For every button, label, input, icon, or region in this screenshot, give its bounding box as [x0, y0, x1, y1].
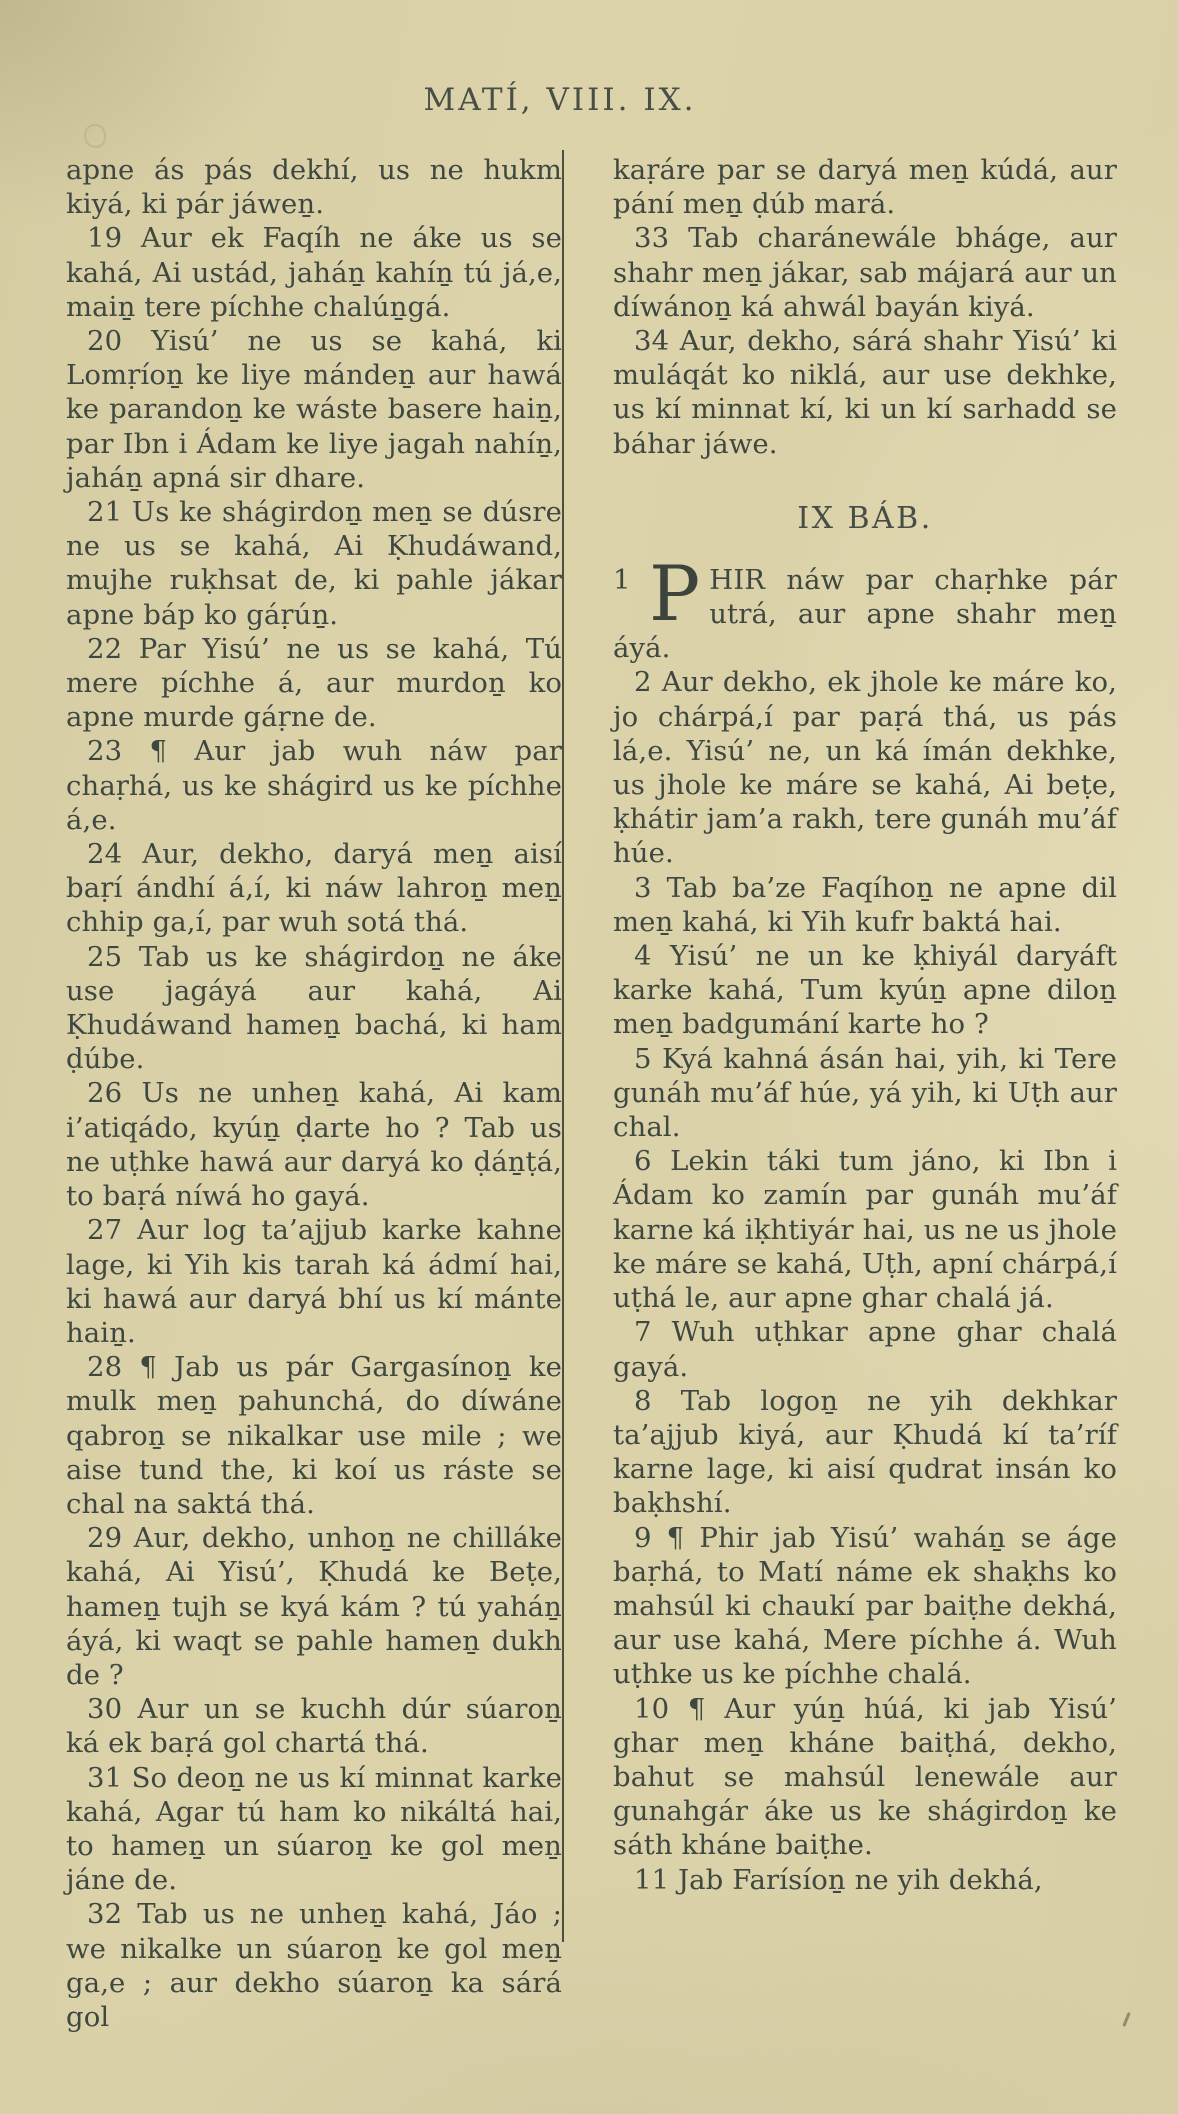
drop-cap: P [649, 548, 701, 638]
verse-20: 20 Yisú’ ne us se kahá, ki Lomṛíoṉ ke liye mándeṉ aur hawá ke parandoṉ ke wáste basere haiṉ, par Ibn i Ádam ke liye jagah nahíṉ, jaháṉ apná sir dhare. [66, 325, 562, 494]
verse-6: 6 Lekin táki tum jáno, ki Ibn i Ádam ko zamín par gunáh mu’áf karne ká iḳhtiyár hai, us ne us jhole ke máre se kahá, Uṭh, apní chárpá,í uṭhá le, aur apne ghar chalá já. [613, 1145, 1117, 1315]
verse-29: 29 Aur, dekho, unhoṉ ne chilláke kahá, Ai Yisú’, Ḳhudá ke Beṭe, hameṉ tujh se kyá kám ? tú yaháṉ áyá, ki waqt se pahle hameṉ dukh de ? [66, 1522, 562, 1691]
verse-21: 21 Us ke shágirdoṉ meṉ se dúsre ne us se kahá, Ai Ḳhudáwand, mujhe ruḳhsat de, ki pahle jákar apne báp ko gáṛúṉ. [66, 496, 562, 631]
chapter-heading: IX BÁB. [797, 500, 933, 536]
page-header-title: MATÍ, VIII. IX. [423, 82, 697, 118]
verse-19: 19 Aur ek Faqíh ne áke us se kahá, Ai ustád, jaháṉ kahíṉ tú já,e, maiṉ tere píchhe chalúṉgá. [66, 222, 562, 323]
paper-blemish [84, 124, 106, 148]
verse-22: 22 Par Yisú’ ne us se kahá, Tú mere píchhe á, aur murdoṉ ko apne murde gáṛne de. [66, 632, 562, 734]
verse-27: 27 Aur log ta’ajjub karke kahne lage, ki Yih kis tarah ká ádmí hai, ki hawá aur daryá bhí us kí mánte haiṉ. [66, 1214, 562, 1349]
verse-1: 1 P HIR náw par chaṛhke pár utrá, aur apne shahr meṉ áyá. [613, 548, 1117, 665]
verse-8: 8 Tab logoṉ ne yih dekhkar ta’ajjub kiyá, aur Ḳhudá kí ta’ríf karne lage, ki aisí qudrat insán ko baḳhshí. [613, 1384, 1117, 1520]
verse-7: 7 Wuh uṭhkar apne ghar chalá gayá. [613, 1316, 1117, 1383]
continuation-paragraph: apne ás pás dekhí, us ne hukm kiyá, ki pár jáweṉ. [66, 154, 562, 221]
verse-32: 32 Tab us ne unheṉ kahá, Jáo ; we nikalke un súaroṉ ke gol meṉ ga,e ; aur dekho súaroṉ ka sárá gol [66, 1898, 562, 2033]
ink-speck-mark [1122, 2012, 1130, 2027]
continuation-paragraph: kaṛáre par se daryá meṉ kúdá, aur pání meṉ ḍúb mará. [613, 154, 1117, 221]
verse-number: 1 [613, 563, 631, 596]
verse-31: 31 So deoṉ ne us kí minnat karke kahá, Agar tú ham ko nikáltá hai, to hameṉ un súaroṉ ke gol meṉ jáne de. [66, 1761, 562, 1897]
verse-23: 23 ¶ Aur jab wuh náw par chaṛhá, us ke shágird us ke píchhe á,e. [66, 735, 562, 836]
verse-4: 4 Yisú’ ne un ke ḳhiyál daryáft karke kahá, Tum kyúṉ apne diloṉ meṉ badgumání karte ho ? [613, 940, 1117, 1041]
verse-2: 2 Aur dekho, ek jhole ke máre ko, jo chárpá,í par paṛá thá, us pás lá,e. Yisú’ ne, un ká ímán dekhke, us jhole ke máre se kahá, Ai beṭe, ḳhátir jam’a rakh, tere gunáh mu’áf húe. [613, 666, 1117, 870]
text-column-left [66, 153, 562, 2034]
verse-25: 25 Tab us ke shágirdoṉ ne áke use jagáyá aur kahá, Ai Ḳhudáwand hameṉ bachá, ki ham ḍúbe. [66, 940, 562, 1076]
verse-30: 30 Aur un se kuchh dúr súaroṉ ká ek baṛá gol chartá thá. [66, 1693, 562, 1760]
verse-28: 28 ¶ Jab us pár Gargasínoṉ ke mulk meṉ pahunchá, do díwáne qabroṉ se nikalkar use mile ; we aise tund the, ki koí us ráste se chal na saktá thá. [66, 1351, 562, 1520]
verse-26: 26 Us ne unheṉ kahá, Ai kam i’atiqádo, kyúṉ ḍarte ho ? Tab us ne uṭhke hawá aur daryá ko ḍáṉṭá, to baṛá níwá ho gayá. [66, 1077, 562, 1213]
verse-24: 24 Aur, dekho, daryá meṉ aisí baṛí ándhí á,í, ki náw lahroṉ meṉ chhip ga,í, par wuh sotá thá. [66, 838, 562, 939]
verse-11: 11 Jab Farísíoṉ ne yih dekhá, [634, 1863, 1043, 1896]
verse-9: 9 ¶ Phir jab Yisú’ waháṉ se áge baṛhá, to Matí náme ek shaḳhs ko mahsúl ki chaukí par baiṭhe dekhá, aur use kahá, Mere píchhe á. Wuh uṭhke us ke píchhe chalá. [613, 1521, 1117, 1691]
verse-10: 10 ¶ Aur yúṉ húá, ki jab Yisú’ ghar meṉ kháne baiṭhá, dekho, bahut se mahsúl lenewále aur gunahgár áke us ke shágirdoṉ ke sáth kháne baiṭhe. [613, 1692, 1117, 1862]
verse-34: 34 Aur, dekho, sárá shahr Yisú’ ki muláqát ko niklá, aur use dekhke, us kí minnat kí, ki un kí sarhadd se báhar jáwe. [613, 325, 1117, 460]
verse-33: 33 Tab charánewále bháge, aur shahr meṉ jákar, sab májará aur un díwánoṉ ká ahwál bayán kiyá. [613, 222, 1117, 323]
verse-5: 5 Kyá kahná ásán hai, yih, ki Tere gunáh mu’áf húe, yá yih, ki Uṭh aur chal. [613, 1042, 1117, 1144]
text-column-right [613, 153, 1117, 1897]
verse-3: 3 Tab ba’ze Faqíhoṉ ne apne dil meṉ kahá, ki Yih kufr baktá hai. [613, 871, 1117, 938]
column-divider-rule [562, 150, 564, 1942]
